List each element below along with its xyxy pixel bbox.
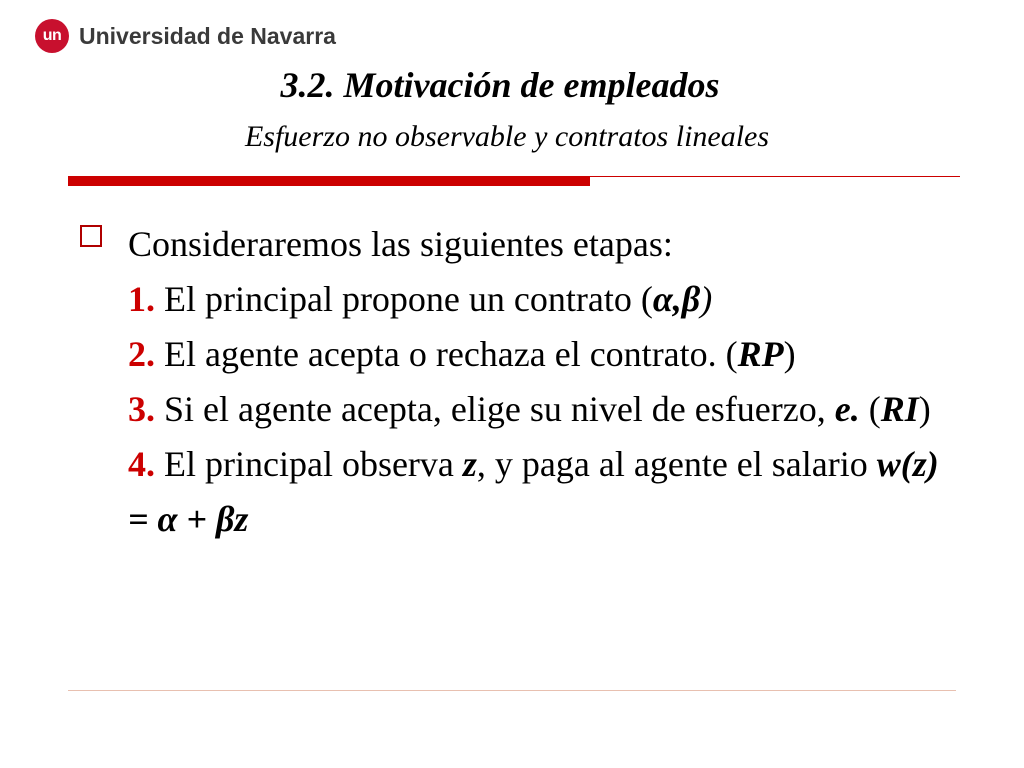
step-number: 4. xyxy=(128,444,155,484)
step-term: α,β xyxy=(652,279,701,319)
step-term: RI xyxy=(880,389,919,429)
step-3 xyxy=(128,382,968,437)
step-number: 2. xyxy=(128,334,155,374)
intro-line: Consideraremos las siguientes etapas: xyxy=(128,224,673,264)
step-text: El principal propone un contrato ( xyxy=(164,279,653,319)
step-1 xyxy=(128,272,968,327)
university-name: Universidad de Navarra xyxy=(79,22,336,49)
step-close: ) xyxy=(783,334,796,374)
slide-subtitle: Esfuerzo no observable y contratos lineales xyxy=(244,120,770,153)
square-bullet-icon xyxy=(80,225,102,247)
step-close: ) xyxy=(700,279,713,319)
footer-divider xyxy=(68,690,956,691)
title-divider-thick xyxy=(68,176,590,186)
step-close: ) xyxy=(918,389,931,429)
un-logo-icon: un xyxy=(35,19,69,53)
step-text: El principal observa xyxy=(164,444,454,484)
step-variable: e. xyxy=(834,389,860,429)
step-number: 3. xyxy=(128,389,155,429)
step-2 xyxy=(128,327,968,382)
salary-formula: w(z) = α + βz xyxy=(128,444,939,539)
step-open: ( xyxy=(868,389,881,429)
step-term: RP xyxy=(737,334,784,374)
university-logo xyxy=(35,16,336,56)
slide-body xyxy=(128,217,968,547)
step-number: 1. xyxy=(128,279,155,319)
step-open: ( xyxy=(725,334,738,374)
slide-title: 3.2. Motivación de empleados xyxy=(280,65,720,105)
step-text: Si el agente acepta, elige su nivel de esfuerzo, xyxy=(164,389,826,429)
step-text-continued: , y paga al agente el salario xyxy=(476,444,868,484)
title-divider-thin xyxy=(590,176,960,177)
step-text: El agente acepta o rechaza el contrato. xyxy=(164,334,717,374)
step-4 xyxy=(128,437,968,547)
step-variable: z xyxy=(462,444,477,484)
